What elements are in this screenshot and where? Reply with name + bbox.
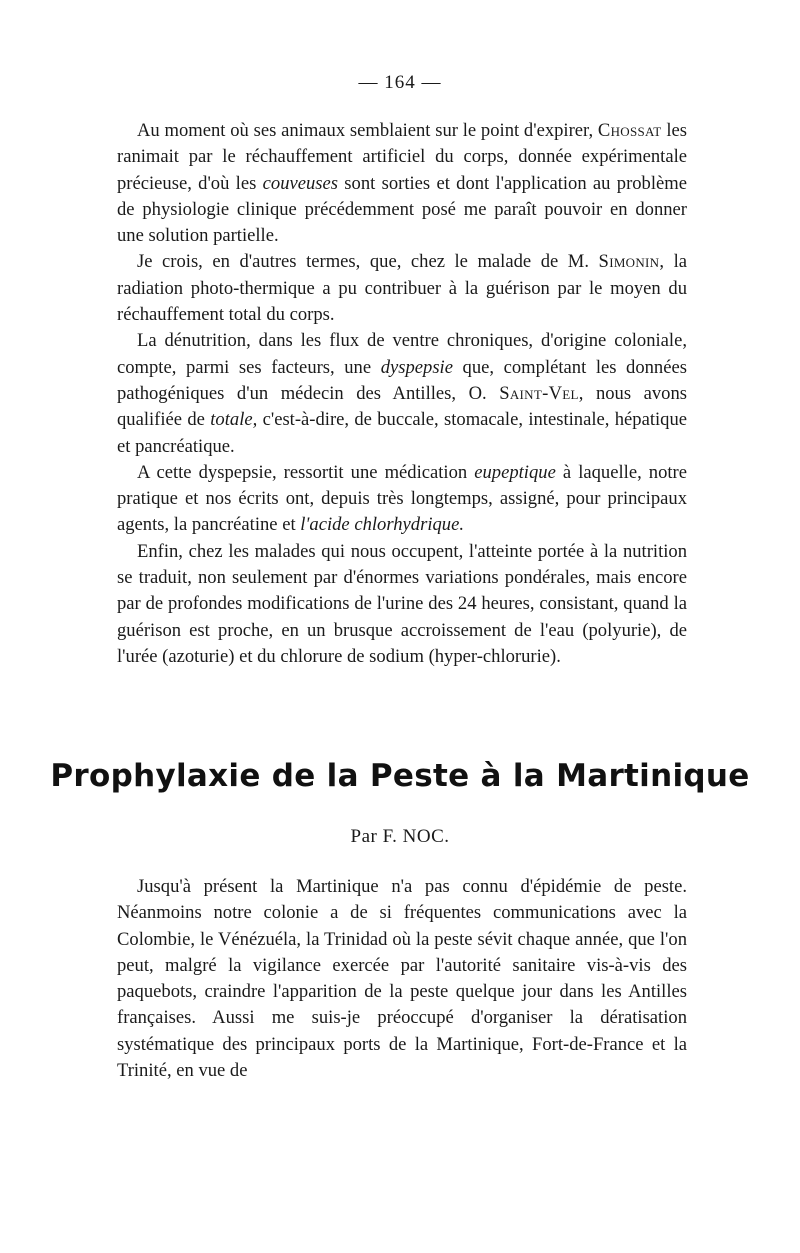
paragraph	[117, 539, 687, 670]
text-run: La dénutrition, dans les flux de ventre chroniques, d'origine coloniale, compte, parmi ses facteurs, une	[117, 330, 687, 378]
italic-term: couveuses	[262, 172, 339, 194]
paragraph	[117, 118, 687, 249]
text-run: Jusqu'à présent la Martinique n'a pas connu d'épidémie de peste. Néanmoins notre colonie a de si fréquentes communications avec la Colombie, le Vénézuéla, la Trinidad où la peste sévit chaque année, que l'on peut, malgré la vigilance exercée par l'autorité sanitaire vis-à-vis des paquebots, craindre l'apparition de la peste quelque jour dans les Antilles françaises. Aussi me suis-je préoccupé d'organiser la dératisation systématique des principaux ports de la Martinique, Fort-de-France et la Trinité, en vue de	[117, 876, 687, 1082]
section-title: Prophylaxie de la Peste à la Martinique	[50, 758, 750, 794]
text-run: sont sorties et dont l'application au problème de physiologie clinique précédemment posé me paraît pouvoir en donner une solution partielle.	[117, 172, 687, 247]
text-run: les ranimait par le réchauffement artificiel du corps, donnée expérimentale précieuse, d'où les	[117, 120, 687, 194]
author-name: Simonin	[598, 251, 660, 273]
author-name: Saint-Vel	[499, 382, 579, 404]
italic-term: l'acide chlorhydrique.	[300, 514, 464, 536]
section-byline: Par F. NOC.	[350, 826, 450, 847]
paragraph	[117, 328, 687, 459]
text-run: Enfin, chez les malades qui nous occupent, l'atteinte portée à la nutrition se traduit, non seulement par d'énormes variations pondérales, mais encore par de profondes modifications de l'urine des 24 heures, consistant, quand la guérison est proche, en un brusque accroissement de l'eau (polyurie), de l'urée (azoturie) et du chlorure de sodium (hyper-chlorurie).	[117, 540, 687, 667]
section-body	[117, 874, 687, 1084]
text-run: A cette dyspepsie, ressortit une médication	[137, 461, 475, 483]
page-number: — 164 —	[358, 72, 442, 93]
paragraph	[117, 249, 687, 328]
paragraph	[117, 874, 687, 1084]
text-run: , la radiation photo-thermique a pu contribuer à la guérison par le moyen du réchauffement total du corps.	[117, 251, 687, 326]
article-body	[117, 118, 687, 670]
text-run: c'est-à-dire, de buccale, stomacale, intestinale, hépatique et pancréatique.	[117, 409, 687, 457]
text-run: que, complétant les données pathogéniques d'un médecin des Antilles, O.	[117, 356, 687, 404]
italic-term: totale,	[210, 409, 258, 431]
text-run: à laquelle, notre pratique et nos écrits ont, depuis très longtemps, assigné, pour principaux agents, la pancréatine et	[117, 461, 687, 536]
paragraph	[117, 460, 687, 539]
author-name: Chossat	[597, 120, 662, 141]
italic-term: eupeptique	[474, 461, 556, 483]
text-run: Au moment où ses animaux semblaient sur le point d'expirer,	[137, 120, 598, 141]
italic-term: dyspepsie	[380, 356, 453, 378]
text-run: Je crois, en d'autres termes, que, chez le malade de M.	[137, 251, 599, 273]
text-run: , nous avons qualifiée de	[117, 382, 687, 431]
